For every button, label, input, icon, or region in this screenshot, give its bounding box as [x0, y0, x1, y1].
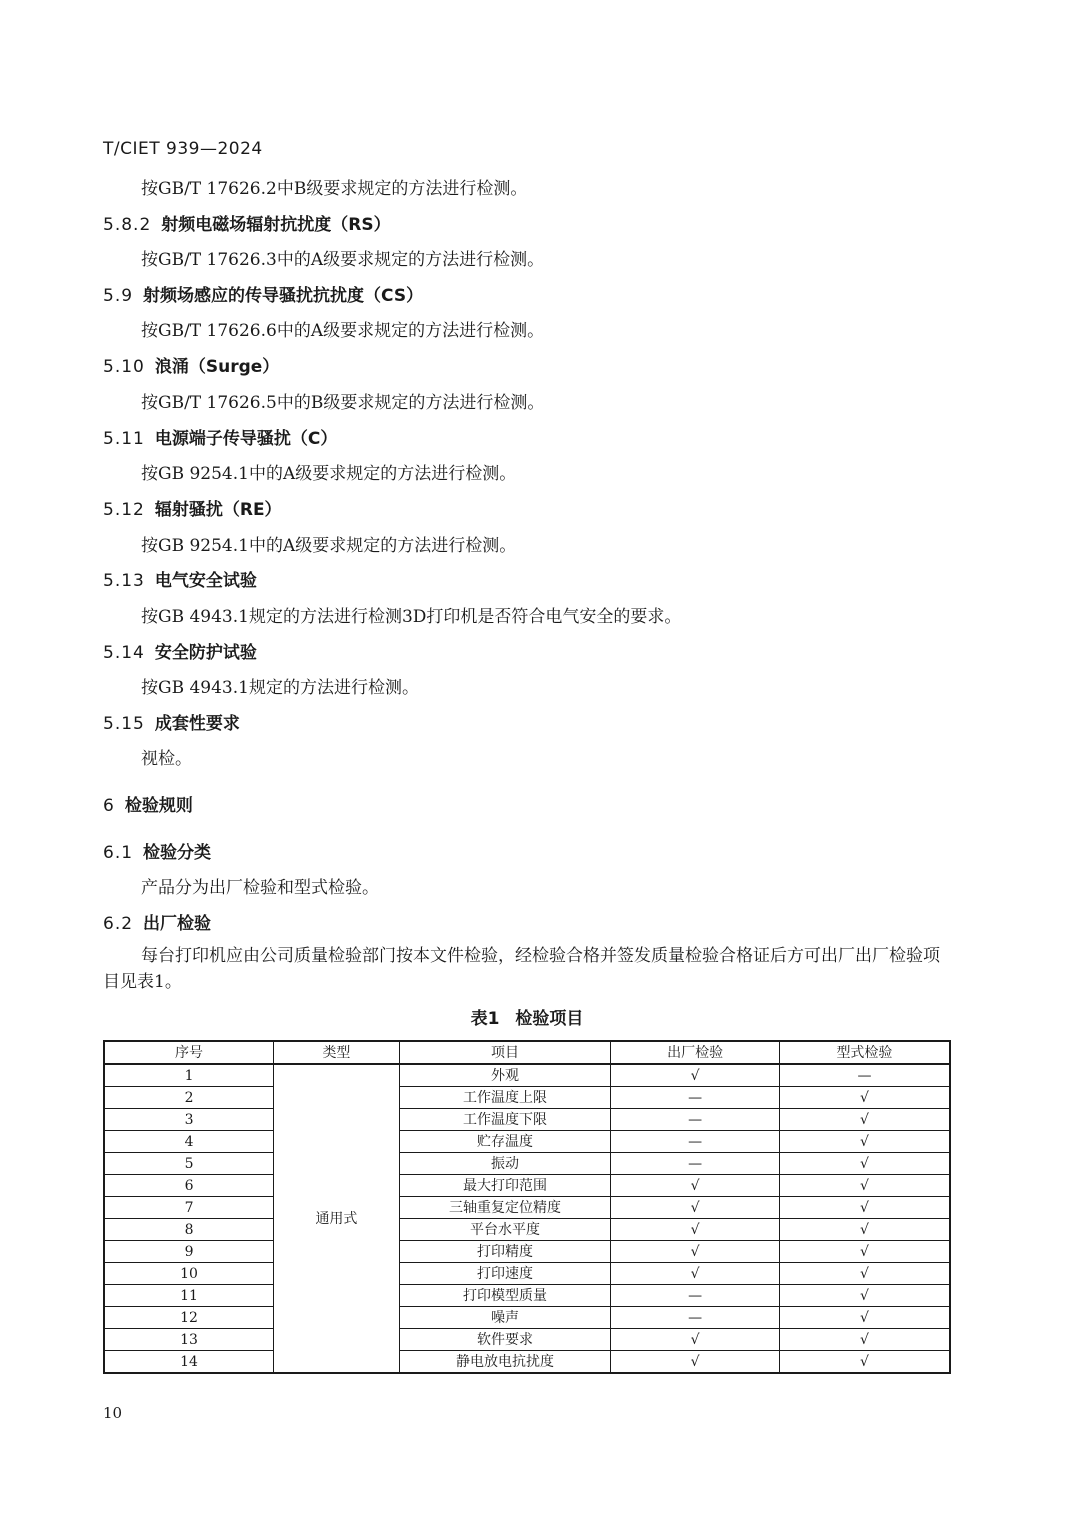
cell-item: 三轴重复定位精度 — [399, 1197, 610, 1219]
table-row — [104, 1351, 950, 1374]
section-number: 5.15 — [103, 714, 145, 734]
inspection-items-table — [103, 1040, 951, 1374]
section-number: 5.14 — [103, 643, 145, 663]
chapter-heading — [103, 791, 193, 816]
body-line: 按GB 9254.1中的A级要求规定的方法进行检测。 — [141, 464, 517, 484]
table-row — [104, 1153, 950, 1175]
section-title: 安全防护试验 — [154, 643, 257, 663]
header-no: 序号 — [104, 1041, 274, 1064]
table-row — [104, 1307, 950, 1329]
cell-factory: — — [611, 1109, 780, 1131]
section-number: 5.10 — [103, 357, 145, 377]
cell-item: 外观 — [399, 1064, 610, 1087]
section-title: 辐射骚扰（RE） — [154, 500, 282, 520]
table-row — [104, 1197, 950, 1219]
body-line: 按GB/T 17626.3中的A级要求规定的方法进行检测。 — [141, 250, 545, 270]
cell-item: 打印模型质量 — [399, 1285, 610, 1307]
section-title: 检验规则 — [124, 796, 193, 816]
cell-item: 静电放电抗扰度 — [399, 1351, 610, 1374]
cell-factory: √ — [611, 1175, 780, 1197]
table-row — [104, 1285, 950, 1307]
table-row — [104, 1109, 950, 1131]
body-line: 按GB/T 17626.5中的B级要求规定的方法进行检测。 — [141, 393, 545, 413]
table-row — [104, 1219, 950, 1241]
section-number: 6.2 — [103, 914, 134, 934]
cell-type: √ — [779, 1285, 950, 1307]
cell-type: — — [779, 1064, 950, 1087]
cell-factory: √ — [611, 1263, 780, 1285]
factory-inspection-paragraph: 每台打印机应由公司质量检验部门按本文件检验，经检验合格并签发质量检验合格证后方可出厂出厂检验项目见表1。 — [103, 946, 940, 992]
cell-factory: — — [611, 1087, 780, 1109]
section-title: 检验分类 — [143, 843, 212, 863]
body-line: 按GB 4943.1规定的方法进行检测3D打印机是否符合电气安全的要求。 — [141, 607, 682, 627]
cell-type: √ — [779, 1153, 950, 1175]
cell-type: √ — [779, 1351, 950, 1374]
cell-factory: √ — [611, 1351, 780, 1374]
cell-category: 通用式 — [274, 1064, 400, 1373]
cell-no: 2 — [104, 1087, 274, 1109]
section-number: 5.13 — [103, 571, 145, 591]
cell-factory: √ — [611, 1064, 780, 1087]
cell-type: √ — [779, 1175, 950, 1197]
table-header-row — [104, 1041, 950, 1064]
cell-no: 9 — [104, 1241, 274, 1263]
cell-item: 噪声 — [399, 1307, 610, 1329]
cell-no: 8 — [104, 1219, 274, 1241]
cell-type: √ — [779, 1109, 950, 1131]
cell-no: 10 — [104, 1263, 274, 1285]
table-row — [104, 1087, 950, 1109]
table-row — [104, 1175, 950, 1197]
section-title: 电源端子传导骚扰（C） — [154, 429, 338, 449]
section-title: 射频电磁场辐射抗扰度（RS） — [161, 215, 391, 235]
cell-type: √ — [779, 1241, 950, 1263]
header-item: 项目 — [399, 1041, 610, 1064]
section-title: 出厂检验 — [143, 914, 212, 934]
cell-item: 工作温度上限 — [399, 1087, 610, 1109]
cell-no: 6 — [104, 1175, 274, 1197]
cell-factory: — — [611, 1285, 780, 1307]
section-heading — [103, 838, 211, 863]
section-title: 电气安全试验 — [154, 571, 257, 591]
cell-item: 打印精度 — [399, 1241, 610, 1263]
table-row — [104, 1329, 950, 1351]
section-number: 5.11 — [103, 429, 145, 449]
section-title: 成套性要求 — [154, 714, 240, 734]
cell-item: 工作温度下限 — [399, 1109, 610, 1131]
cell-item: 打印速度 — [399, 1263, 610, 1285]
cell-factory: — — [611, 1131, 780, 1153]
cell-no: 11 — [104, 1285, 274, 1307]
cell-item: 软件要求 — [399, 1329, 610, 1351]
section-heading — [103, 566, 257, 591]
cell-factory: — — [611, 1153, 780, 1175]
cell-factory: — — [611, 1307, 780, 1329]
table-row — [104, 1241, 950, 1263]
section-heading — [103, 495, 282, 520]
table-caption-title: 检验项目 — [515, 1009, 584, 1029]
cell-type: √ — [779, 1131, 950, 1153]
section-title: 浪涌（Surge） — [154, 357, 280, 377]
section-number: 5.12 — [103, 500, 145, 520]
cell-item: 振动 — [399, 1153, 610, 1175]
section-number: 6.1 — [103, 843, 134, 863]
cell-type: √ — [779, 1219, 950, 1241]
body-line: 按GB 4943.1规定的方法进行检测。 — [141, 678, 419, 698]
cell-factory: √ — [611, 1241, 780, 1263]
cell-no: 4 — [104, 1131, 274, 1153]
section-heading — [103, 210, 391, 235]
section-heading — [103, 424, 337, 449]
cell-no: 5 — [104, 1153, 274, 1175]
cell-no: 12 — [104, 1307, 274, 1329]
standard-number-header: T/CIET 939—2024 — [103, 139, 263, 159]
table-row — [104, 1064, 950, 1087]
cell-item: 贮存温度 — [399, 1131, 610, 1153]
cell-factory: √ — [611, 1329, 780, 1351]
section-heading — [103, 909, 211, 934]
cell-no: 14 — [104, 1351, 274, 1374]
cell-type: √ — [779, 1329, 950, 1351]
section-number: 6 — [103, 796, 115, 816]
body-line: 视检。 — [141, 749, 192, 769]
cell-no: 7 — [104, 1197, 274, 1219]
body-line: 按GB/T 17626.6中的A级要求规定的方法进行检测。 — [141, 321, 545, 341]
section-heading — [103, 638, 257, 663]
table-row — [104, 1263, 950, 1285]
cell-type: √ — [779, 1307, 950, 1329]
page-number: 10 — [103, 1404, 123, 1422]
body-line: 产品分为出厂检验和型式检验。 — [141, 878, 379, 898]
header-category: 类型 — [274, 1041, 400, 1064]
cell-type: √ — [779, 1197, 950, 1219]
cell-type: √ — [779, 1263, 950, 1285]
section-number: 5.9 — [103, 286, 134, 306]
section-number: 5.8.2 — [103, 215, 152, 235]
section-heading — [103, 709, 240, 734]
header-factory-inspection: 出厂检验 — [611, 1041, 780, 1064]
cell-no: 3 — [104, 1109, 274, 1131]
table-caption — [103, 1004, 951, 1029]
table-row — [104, 1131, 950, 1153]
cell-no: 1 — [104, 1064, 274, 1087]
header-type-inspection: 型式检验 — [779, 1041, 950, 1064]
cell-no: 13 — [104, 1329, 274, 1351]
section-heading — [103, 281, 423, 306]
section-title: 射频场感应的传导骚扰抗扰度（CS） — [143, 286, 424, 306]
cell-item: 平台水平度 — [399, 1219, 610, 1241]
cell-type: √ — [779, 1087, 950, 1109]
cell-factory: √ — [611, 1219, 780, 1241]
cell-item: 最大打印范围 — [399, 1175, 610, 1197]
body-line: 按GB/T 17626.2中B级要求规定的方法进行检测。 — [141, 179, 528, 199]
cell-factory: √ — [611, 1197, 780, 1219]
body-line: 按GB 9254.1中的A级要求规定的方法进行检测。 — [141, 536, 517, 556]
section-heading — [103, 352, 279, 377]
table-caption-number: 表1 — [470, 1009, 500, 1029]
